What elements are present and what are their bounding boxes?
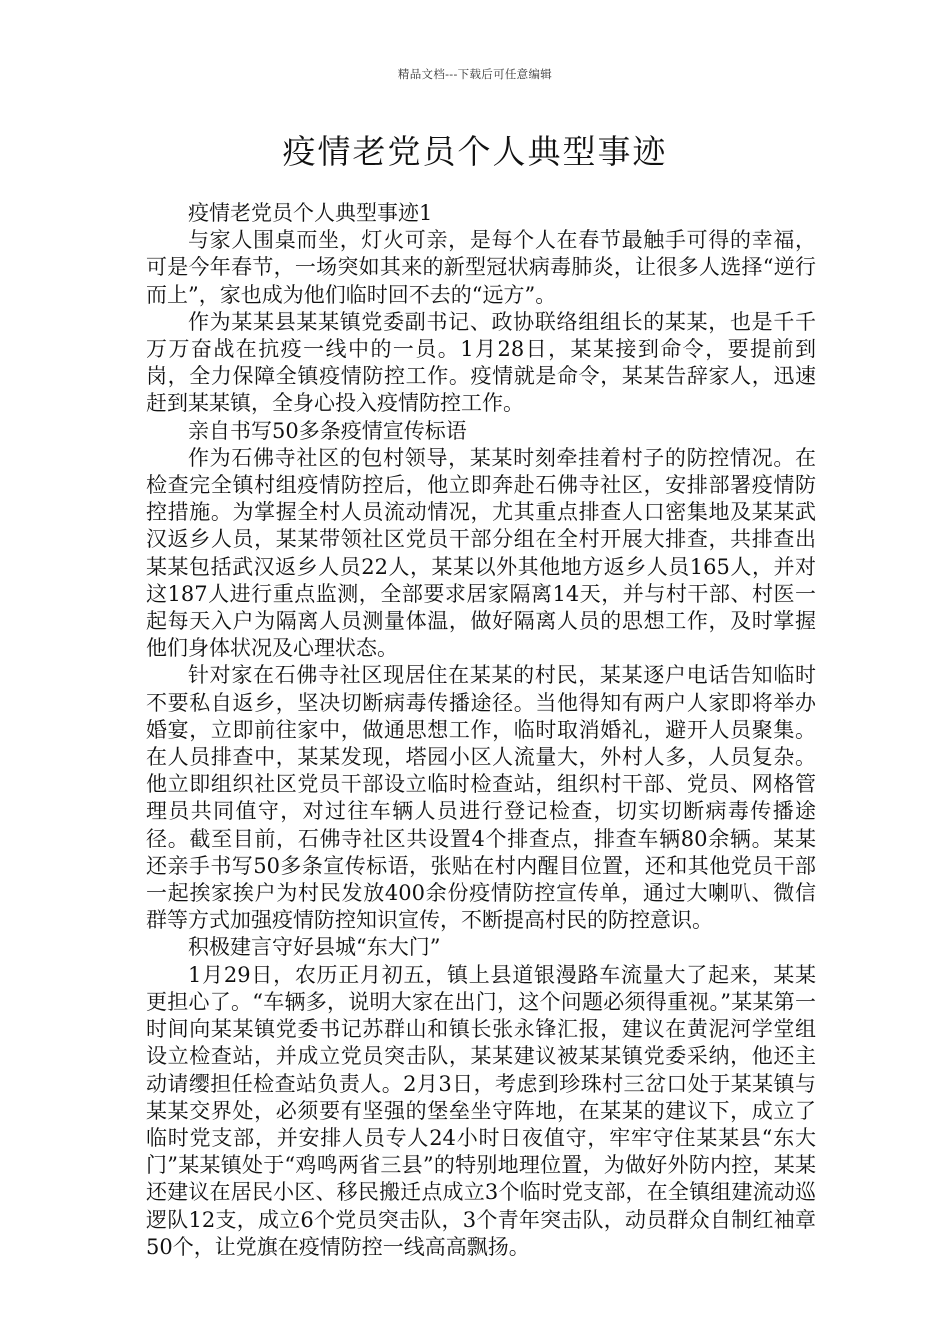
header-note: 精品文档---下载后可任意编辑	[397, 67, 553, 81]
paragraph: 针对家在石佛寺社区现居住在某某的村民，某某逐户电话告知临时不要私自返乡，坚决切断病毒传播途径。当他得知有两户人家即将举办婚宴，立即前往家中，做通思想工作，临时取消婚礼，避开人员聚集。在人员排查中，某某发现，塔园小区人流量大，外村人多，人员复杂。他立即组织社区党员干部设立临时检查站，组织村干部、党员、网格管理员共同值守，对过往车辆人员进行登记检查，切实切断病毒传播途径。截至目前，石佛寺社区共设置4个排查点，排查车辆80余辆。某某还亲手书写50多条宣传标语，张贴在村内醒目位置，还和其他党员干部一起挨家挨户为村民发放400余份疫情防控宣传单，通过大喇叭、微信群等方式加强疫情防控知识宣传，不断提高村民的防控意识。	[146, 663, 816, 933]
document-title: 疫情老党员个人典型事迹	[282, 132, 668, 171]
section-heading: 积极建言守好县城“东大门”	[188, 935, 441, 960]
paragraph: 作为某某县某某镇党委副书记、政协联络组组长的某某，也是千千万万奋战在抗疫一线中的一员。1月28日，某某接到命令，要提前到岗，全力保障全镇疫情防控工作。疫情就是命令，某某告辞家人，迅速赶到某某镇，全身心投入疫情防控工作。	[146, 309, 816, 416]
paragraph: 与家人围桌而坐，灯火可亲，是每个人在春节最触手可得的幸福，可是今年春节，一场突如其来的新型冠状病毒肺炎，让很多人选择“逆行而上”，家也成为他们临时回不去的“远方”。	[146, 228, 816, 307]
section-heading: 亲自书写50多条疫情宣传标语	[188, 418, 467, 443]
paragraph: 作为石佛寺社区的包村领导，某某时刻牵挂着村子的防控情况。在检查完全镇村组疫情防控后，他立即奔赴石佛寺社区，安排部署疫情防控措施。为掌握全村人员流动情况，尤其重点排查人口密集地及某某武汉返乡人员，某某带领社区党员干部分组在全村开展大排查，共排查出某某包括武汉返乡人员22人，某某以外其他地方返乡人员165人，并对这187人进行重点监测，全部要求居家隔离14天，并与村干部、村医一起每天入户为隔离人员测量体温，做好隔离人员的思想工作，及时掌握他们身体状况及心理状态。	[146, 445, 816, 661]
document-body	[146, 200, 816, 1261]
section-heading: 疫情老党员个人典型事迹1	[188, 201, 433, 225]
paragraph: 1月29日，农历正月初五，镇上县道银漫路车流量大了起来，某某更担心了。“车辆多，说明大家在出门，这个问题必须得重视。”某某第一时间向某某镇党委书记苏群山和镇长张永锋汇报，建议在黄泥河学堂组设立检查站，并成立党员突击队，某某建议被某某镇党委采纳，他还主动请缨担任检查站负责人。2月3日，考虑到珍珠村三岔口处于某某镇与某某交界处，必须要有坚强的堡垒坐守阵地，在某某的建议下，成立了临时党支部，并安排人员专人24小时日夜值守，牢牢守住某某县“东大门”某某镇处于“鸡鸣两省三县”的特别地理位置，为做好外防内控，某某还建议在居民小区、移民搬迁点成立3个临时党支部，在全镇组建流动巡逻队12支，成立6个党员突击队，3个青年突击队，动员群众自制红袖章50个，让党旗在疫情防控一线高高飘扬。	[146, 962, 816, 1259]
